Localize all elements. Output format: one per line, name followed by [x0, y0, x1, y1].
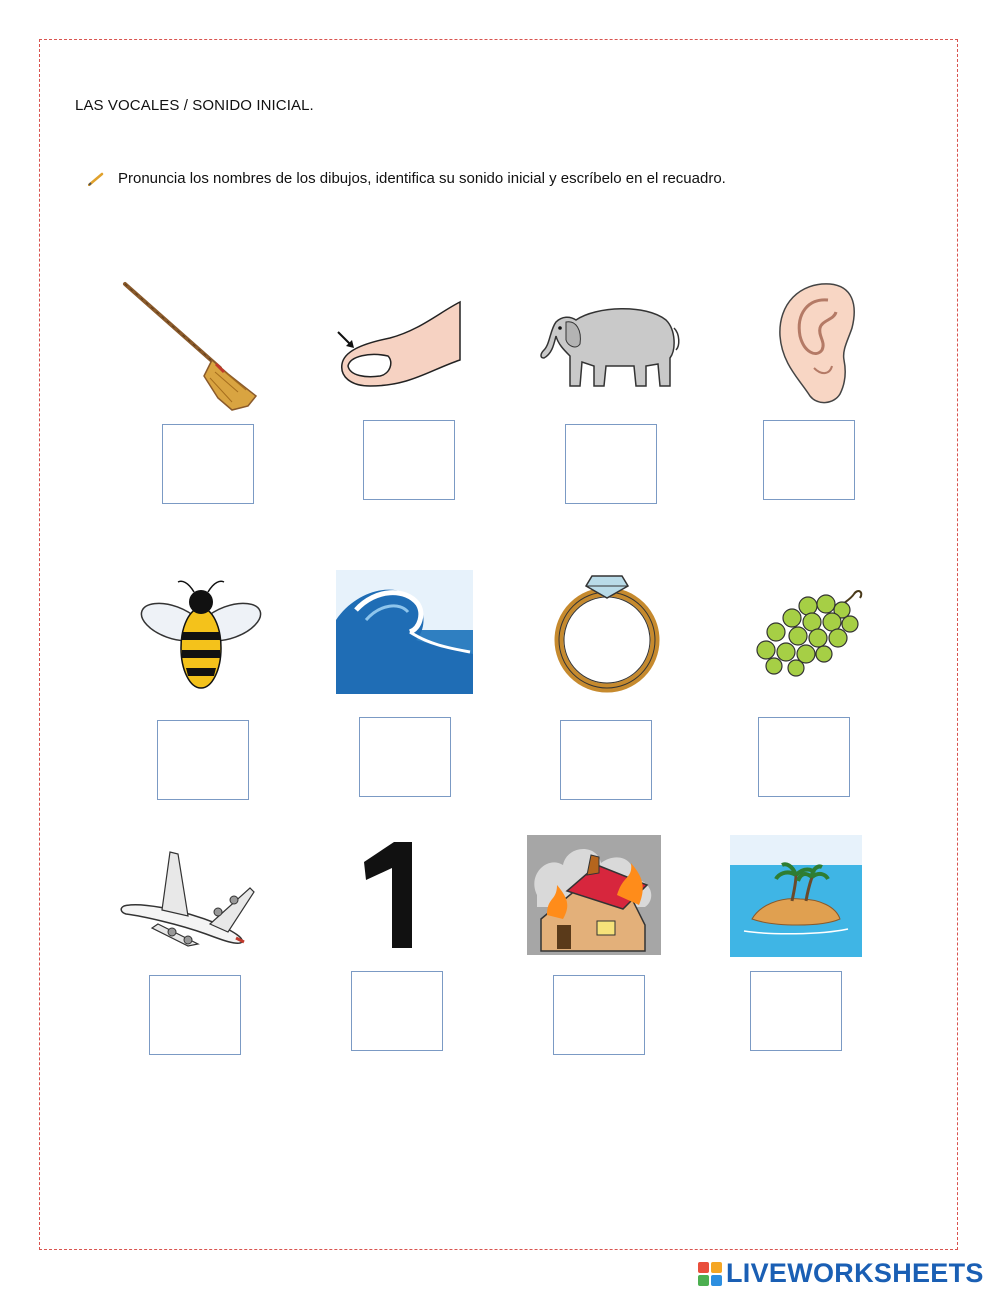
answer-box[interactable] [553, 975, 645, 1055]
liveworksheets-logo [698, 1258, 984, 1289]
ear-icon [770, 280, 860, 408]
bee-icon [138, 576, 264, 692]
answer-box[interactable] [162, 424, 254, 504]
airplane-icon [118, 848, 258, 948]
answer-box[interactable] [565, 424, 657, 504]
answer-box[interactable] [560, 720, 652, 800]
pencil-icon [88, 172, 104, 186]
answer-box[interactable] [149, 975, 241, 1055]
elephant-icon [536, 300, 681, 392]
answer-box[interactable] [359, 717, 451, 797]
answer-box[interactable] [750, 971, 842, 1051]
answer-box[interactable] [763, 420, 855, 500]
instruction-row [88, 170, 726, 187]
broom-icon [120, 280, 260, 412]
grapes-icon [752, 584, 870, 678]
island-icon [730, 835, 862, 957]
finger-icon [330, 300, 465, 390]
answer-box[interactable] [758, 717, 850, 797]
answer-box[interactable] [157, 720, 249, 800]
logo-text: LIVEWORKSHEETS [726, 1258, 984, 1288]
instruction-text: Pronuncia los nombres de los dibujos, identifica su sonido inicial y escríbelo en el recuadro. [118, 170, 726, 187]
burning-house-icon [527, 835, 661, 955]
worksheet-title: LAS VOCALES / SONIDO INICIAL. [75, 97, 314, 114]
wave-icon [336, 570, 473, 694]
answer-box[interactable] [363, 420, 455, 500]
logo-blocks-icon [698, 1262, 722, 1286]
answer-box[interactable] [351, 971, 443, 1051]
ring-icon [550, 572, 664, 694]
number-one-icon [362, 842, 422, 950]
